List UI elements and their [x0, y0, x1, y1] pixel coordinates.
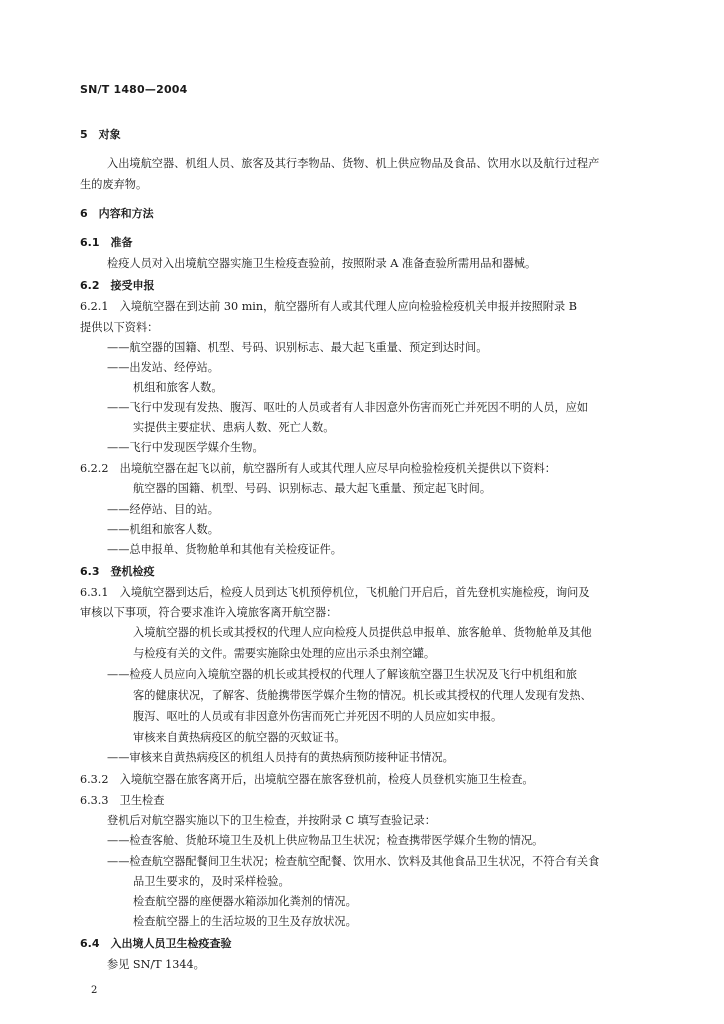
section-6-4-title: 6.4 入出境人员卫生检疫查验: [80, 937, 232, 950]
list-item: ——机组和旅客人数。: [107, 523, 219, 536]
list-item-continuation: 与检疫有关的文件。需要实施除虫处理的应出示杀虫剂空罐。: [133, 647, 436, 660]
list-item: ——审核来自黄热病疫区的机组人员持有的黄热病预防接种证书情况。: [107, 751, 454, 764]
list-item: 航空器的国籍、机型、号码、识别标志、最大起飞重量、预定起飞时间。: [133, 482, 492, 495]
clause-6-2-1-line-2: 提供以下资料：: [80, 321, 159, 334]
list-item: 检查航空器的座便器水箱添加化粪剂的情况。: [133, 895, 357, 908]
list-item: ——检查航空器配餐间卫生状况；检查航空配餐、饮用水、饮料及其他食品卫生状况，不符合有关食: [107, 855, 600, 868]
list-item: ——飞行中发现有发热、腹泻、呕吐的人员或者有人非因意外伤害而死亡并死因不明的人员，应如: [107, 401, 589, 414]
list-item: ——总申报单、货物舱单和其他有关检疫证件。: [107, 543, 342, 556]
section-6-title: 6 内容和方法: [80, 207, 154, 220]
list-item-continuation: 客的健康状况，了解客、货舱携带医学媒介生物的情况。机长或其授权的代理人发现有发热、: [133, 689, 592, 702]
list-item: ——检查客舱、货舱环境卫生及机上供应物品卫生状况；检查携带医学媒介生物的情况。: [107, 834, 544, 847]
clause-6-2-2: 6.2.2 出境航空器在起飞以前，航空器所有人或其代理人应尽早向检验检疫机关提供以下资料：: [80, 462, 556, 475]
list-item: ——航空器的国籍、机型、号码、识别标志、最大起飞重量、预定到达时间。: [107, 341, 488, 354]
section-5-para-line-1: 入出境航空器、机组人员、旅客及其行李物品、货物、机上供应物品及食品、饮用水以及航行过程产: [107, 157, 600, 170]
list-item: 审核来自黄热病疫区的航空器的灭蚊证书。: [133, 731, 346, 744]
clause-6-3-3-title: 6.3.3 卫生检查: [80, 794, 165, 807]
clause-6-3-3-intro: 登机后对航空器实施以下的卫生检查，并按附录 C 填写查验记录：: [107, 814, 436, 827]
list-item: 检查航空器上的生活垃圾的卫生及存放状况。: [133, 915, 357, 928]
section-6-3-title: 6.3 登机检疫: [80, 565, 155, 578]
page-number: 2: [91, 985, 98, 996]
clause-6-3-1-line-2: 审核以下事项，符合要求准许入境旅客离开航空器：: [80, 606, 338, 619]
section-5-para-line-2: 生的废弃物。: [80, 178, 148, 191]
list-item: ——经停站、目的站。: [107, 503, 219, 516]
section-6-1-title: 6.1 准备: [80, 236, 133, 249]
list-item: ——飞行中发现医学媒介生物。: [107, 441, 264, 454]
list-item: 机组和旅客人数。: [133, 381, 223, 394]
section-6-1-para: 检疫人员对入出境航空器实施卫生检疫查验前，按照附录 A 准备查验所需用品和器械。: [107, 257, 537, 270]
list-item-continuation: 品卫生要求的，及时采样检验。: [133, 875, 290, 888]
list-item: 入境航空器的机长或其授权的代理人应向检疫人员提供总申报单、旅客舱单、货物舱单及其他: [133, 626, 592, 639]
section-6-2-title: 6.2 接受申报: [80, 279, 155, 292]
list-item-continuation: 腹泻、呕吐的人员或有非因意外伤害而死亡并死因不明的人员应如实申报。: [133, 710, 503, 723]
list-item: ——出发站、经停站。: [107, 361, 219, 374]
list-item: ——检疫人员应向入境航空器的机长或其授权的代理人了解该航空器卫生状况及飞行中机组和旅: [107, 668, 577, 681]
clause-6-3-2: 6.3.2 入境航空器在旅客离开后，出境航空器在旅客登机前，检疫人员登机实施卫生检查。: [80, 773, 534, 786]
section-6-4-para: 参见 SN/T 1344。: [107, 958, 205, 971]
clause-6-2-1-line-1: 6.2.1 入境航空器在到达前 30 min，航空器所有人或其代理人应向检验检疫机关申报并按照附录 B: [80, 300, 577, 313]
list-item-continuation: 实提供主要症状、患病人数、死亡人数。: [133, 421, 335, 434]
clause-6-3-1-line-1: 6.3.1 入境航空器到达后，检疫人员到达飞机预停机位，飞机舱门开启后，首先登机实施检疫，询问及: [80, 586, 590, 599]
standard-code: SN/T 1480—2004: [80, 83, 188, 96]
section-5-title: 5 对象: [80, 128, 121, 141]
